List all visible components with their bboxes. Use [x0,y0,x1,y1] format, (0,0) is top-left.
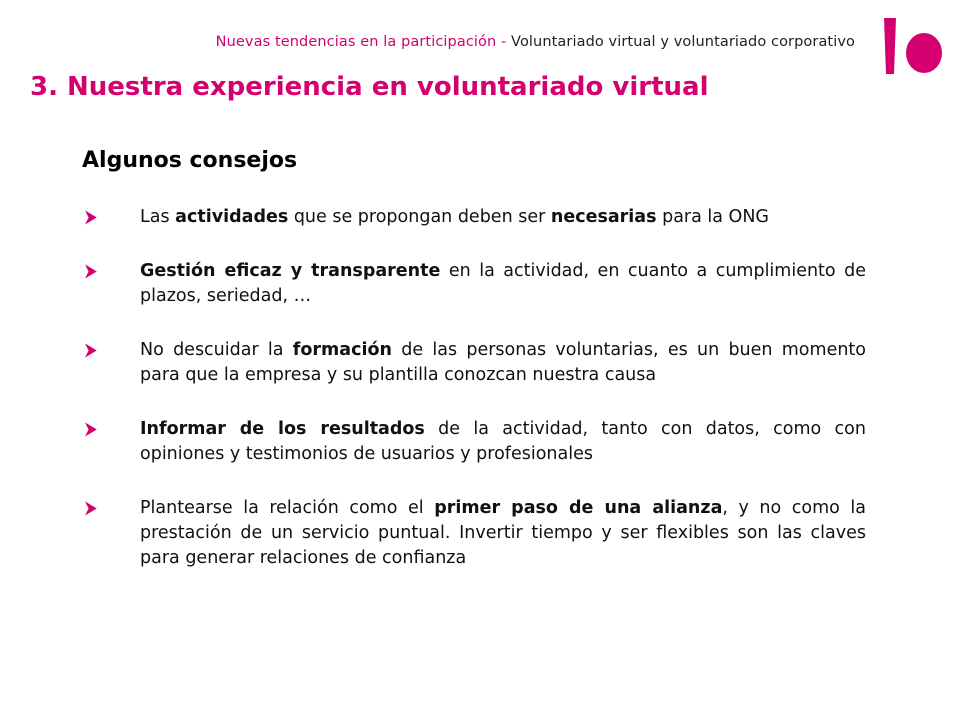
brand-logo-icon [874,12,946,80]
list-item-text [140,417,866,467]
list-item-text [140,496,866,571]
arrowhead-bullet-icon [82,205,140,230]
arrowhead-bullet-icon [82,496,140,521]
body-text: No descuidar la [140,340,293,360]
tips-list [82,205,866,600]
emphasized-text: Informar de los resultados [140,419,425,439]
emphasized-text: necesarias [550,207,657,227]
header-line [0,34,855,50]
list-item [82,205,866,230]
emphasized-text: primer paso de una alianza [434,498,723,518]
emphasized-text: actividades [175,207,289,227]
header-section-name: Nuevas tendencias en la participación [215,34,497,50]
header-separator: - [496,34,512,50]
body-text: Las [140,207,176,227]
list-item [82,259,866,309]
body-text: de las personas voluntarias, es un buen momento para que la empresa y su plantilla conozcan nuestra causa [140,340,866,385]
body-text: en la actividad, en cuanto a cumplimiento de plazos, seriedad, … [140,261,866,306]
list-item-text [140,338,866,388]
body-text: para la ONG [656,207,769,227]
emphasized-text: Gestión eficaz y transparente [140,261,441,281]
slide-title: 3. Nuestra experiencia en voluntariado virtual [30,72,709,102]
section-subtitle: Algunos consejos [82,148,298,173]
header-topic: Voluntariado virtual y voluntariado corporativo [511,34,855,50]
body-text: de la actividad, tanto con datos, como con opiniones y testimonios de usuarios y profesionales [140,419,866,464]
list-item [82,417,866,467]
arrowhead-bullet-icon [82,417,140,442]
list-item [82,338,866,388]
body-text: Plantearse la relación como el [140,498,435,518]
list-item [82,496,866,571]
body-text: , y no como la prestación de un servicio puntual. Invertir tiempo y ser flexibles son las claves para generar relaciones de confianza [140,498,866,568]
emphasized-text: formación [292,340,392,360]
body-text: que se propongan deben ser [288,207,551,227]
list-item-text [140,259,866,309]
arrowhead-bullet-icon [82,259,140,284]
arrowhead-bullet-icon [82,338,140,363]
list-item-text [140,205,866,230]
